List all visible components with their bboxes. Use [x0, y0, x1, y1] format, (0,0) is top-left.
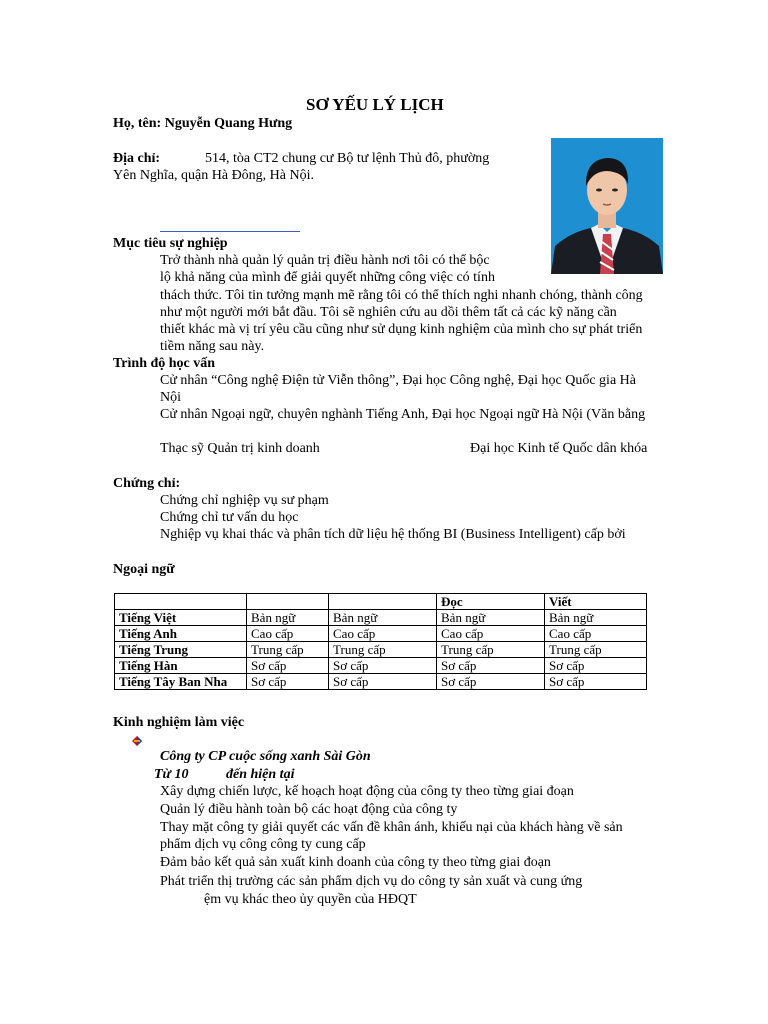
duty-line-6: Phát triển thị trường các sản phẩm dịch vụ do công ty sản xuất và cung ứng — [160, 874, 583, 889]
duty-line-3: Thay mặt công ty giải quyết các vấn đề khân ánh, khiếu nại của khách hàng về sản — [160, 820, 623, 835]
table-row — [115, 626, 647, 642]
address-line-2: Yên Nghĩa, quận Hà Đông, Hà Nội. — [113, 168, 315, 183]
table-cell: Sơ cấp — [329, 674, 437, 690]
hyperlink-underline — [160, 231, 300, 232]
name-line: Họ, tên: Nguyễn Quang Hưng — [113, 116, 293, 131]
certificate-line-3: Nghiệp vụ khai thác và phân tích dữ liệu hệ thống BI (Business Intelligent) cấp bởi — [160, 527, 626, 542]
table-cell: Cao cấp — [329, 626, 437, 642]
portrait-image — [551, 138, 663, 274]
career-line-3: thách thức. Tôi tin tưởng mạnh mẽ rằng tôi có thể thích nghi nhanh chóng, thành công — [160, 288, 643, 303]
education-heading: Trình độ học vấn — [113, 356, 216, 371]
table-cell: Sơ cấp — [329, 658, 437, 674]
table-cell: Bản ngữ — [329, 610, 437, 626]
duty-line-1: Xây dựng chiến lược, kế hoạch hoạt động của công ty theo từng giai đoạn — [160, 784, 574, 799]
table-cell: Cao cấp — [545, 626, 647, 642]
certificates-heading: Chứng chỉ: — [113, 476, 181, 491]
table-header-cell — [115, 594, 247, 610]
career-line-1: Trở thành nhà quản lý quản trị điều hành nơi tôi có thể bộc — [160, 253, 490, 268]
table-cell: Trung cấp — [437, 642, 545, 658]
table-header-row — [115, 594, 647, 610]
education-line-2: Nội — [160, 390, 181, 405]
certificate-line-2: Chứng chỉ tư vấn du học — [160, 510, 299, 525]
table-cell: Tiếng Trung — [115, 642, 247, 658]
table-cell: Sơ cấp — [247, 674, 329, 690]
certificate-line-1: Chứng chỉ nghiệp vụ sư phạm — [160, 493, 329, 508]
arrow-bullet-icon — [131, 735, 143, 747]
company-name: Công ty CP cuộc sống xanh Sài Gòn — [160, 749, 371, 764]
duty-line-7: ệm vụ khác theo ủy quyền của HĐQT — [204, 892, 417, 907]
table-row — [115, 674, 647, 690]
education-masters-left: Thạc sỹ Quản trị kinh doanh — [160, 441, 320, 456]
table-cell: Sơ cấp — [545, 674, 647, 690]
table-cell: Trung cấp — [545, 642, 647, 658]
address-label: Địa chỉ: — [113, 151, 161, 166]
table-cell: Trung cấp — [247, 642, 329, 658]
period-from: Từ 10 — [154, 767, 189, 782]
table-cell: Tiếng Hàn — [115, 658, 247, 674]
education-line-3: Cử nhân Ngoại ngữ, chuyên nghành Tiếng Anh, Đại học Ngoại ngữ Hà Nội (Văn bằng — [160, 407, 646, 422]
table-header-cell: Viết — [545, 594, 647, 610]
education-line-1: Cử nhân “Công nghệ Điện tử Viễn thông”, Đại học Công nghệ, Đại học Quốc gia Hà — [160, 373, 636, 388]
table-cell: Sơ cấp — [437, 674, 545, 690]
career-heading: Mục tiêu sự nghiệp — [113, 236, 228, 251]
table-row — [115, 642, 647, 658]
profile-photo — [551, 138, 663, 274]
table-cell: Tiếng Việt — [115, 610, 247, 626]
table-header-cell: Đọc — [437, 594, 545, 610]
languages-heading: Ngoại ngữ — [113, 562, 175, 577]
table-cell: Bản ngữ — [437, 610, 545, 626]
table-cell: Sơ cấp — [437, 658, 545, 674]
education-masters-right: Đại học Kinh tế Quốc dân khóa — [470, 441, 648, 456]
experience-heading: Kinh nghiệm làm việc — [113, 715, 245, 730]
duty-line-5: Đảm bảo kết quả sản xuất kinh doanh của công ty theo từng giai đoạn — [160, 855, 551, 870]
career-line-2: lộ khả năng của mình để giải quyết những công việc có tính — [160, 270, 495, 285]
career-line-5: thiết khác mà vị trí yêu cầu cũng như sử dụng kinh nghiệm của mình cho sự phát triển — [160, 322, 643, 337]
table-cell: Cao cấp — [247, 626, 329, 642]
table-row — [115, 658, 647, 674]
table-cell: Tiếng Tây Ban Nha — [115, 674, 247, 690]
document-title: SƠ YẾU LÝ LỊCH — [306, 95, 444, 114]
period-to: đến hiện tại — [226, 767, 295, 782]
table-header-cell — [329, 594, 437, 610]
table-cell: Tiếng Anh — [115, 626, 247, 642]
table-cell: Trung cấp — [329, 642, 437, 658]
address-line-1: 514, tòa CT2 chung cư Bộ tư lệnh Thủ đô, phường — [205, 151, 490, 166]
languages-table — [114, 593, 647, 690]
duty-line-4: phẩm dịch vụ công công ty cung cấp — [160, 837, 366, 852]
table-cell: Bản ngữ — [545, 610, 647, 626]
table-cell: Cao cấp — [437, 626, 545, 642]
career-line-4: như một người mới bắt đầu. Tôi sẽ nghiên cứu au dồi thêm tất cả các kỹ năng cần — [160, 305, 617, 320]
table-cell: Sơ cấp — [545, 658, 647, 674]
duty-line-2: Quản lý điều hành toàn bộ các hoạt động của công ty — [160, 802, 458, 817]
career-line-6: tiềm năng sau này. — [160, 339, 265, 354]
table-cell: Bản ngữ — [247, 610, 329, 626]
table-header-cell — [247, 594, 329, 610]
table-row — [115, 610, 647, 626]
table-cell: Sơ cấp — [247, 658, 329, 674]
